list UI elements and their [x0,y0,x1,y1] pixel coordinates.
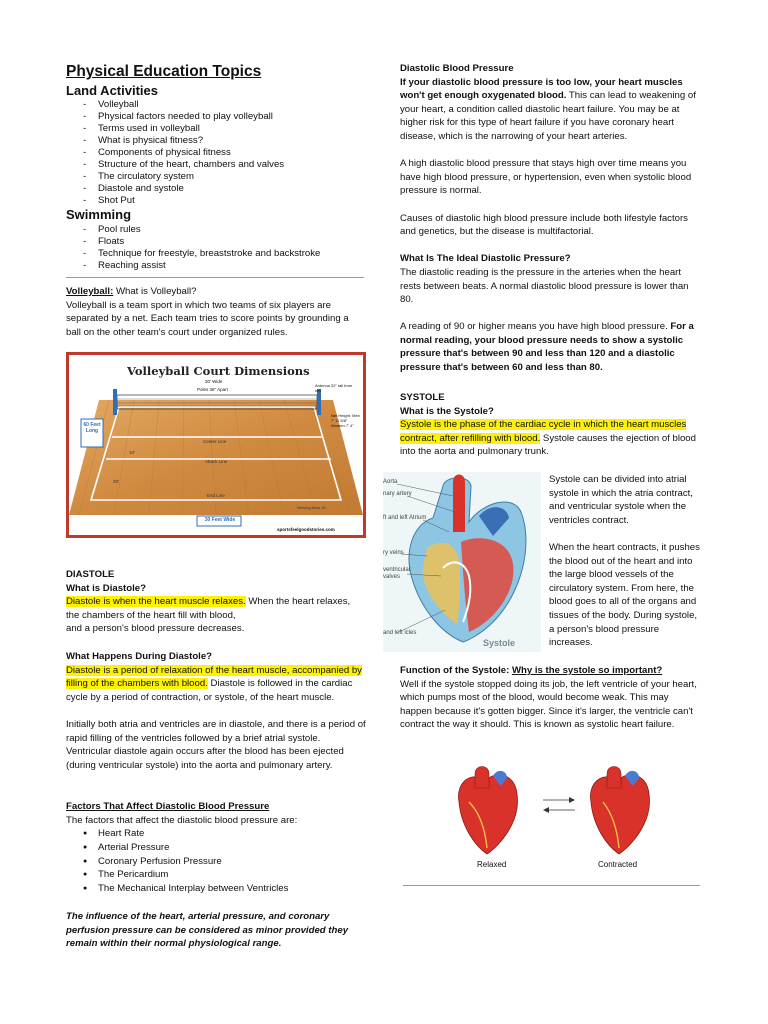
relaxed-label: Relaxed [477,860,507,869]
causes-text: Causes of diastolic high blood pressure include both lifestyle factors and genetics, but the disease is multifactorial. [400,212,688,238]
systole-heart-image [383,472,541,652]
court-center-line: Center Line [203,439,227,444]
court-width-top: 30' Wide [205,379,223,384]
ideal-text: The diastolic reading is the pressure in the arteries when the heart rests between beats. A normal diastolic blood pressure is lower than 80. [400,266,689,306]
court-end-line: End Line [207,493,225,498]
divider [66,277,364,278]
land-activities-list [66,99,366,207]
initially-text: Initially both atria and ventricles are in diastole, and there is a period of rapid filling of the ventricles followed by a brief atrial systole. Ventricular diastole again occurs after the blood has been ejected (during ventricular systole) into the aorta and pulmonary artery. [66,718,366,771]
contracted-label: Contracted [598,860,638,869]
land-activity-item: - Shot Put [66,195,366,207]
volleyball-question: Volleyball: What is Volleyball? [66,286,197,297]
dbp-text: If your diastolic blood pressure is too low, your heart muscles won't get enough oxygenated blood. This can lead to weakening of your heart, a condition called diastolic heart failure. You may be at higher risk for this type of heart failure if you have coronary heart disease, which is the narrowing of your heart arteries. [400,76,696,142]
heart-contracts-text: When the heart contracts, it pushes the blood out of the heart and into the large blood vessels of the circulatory system. From here, the blood goes to all of the organs and tissues of the body. During systole, a person's blood pressure increases. [549,542,700,649]
heart-comparison-image [445,762,675,874]
land-activity-item: - What is physical fitness? [66,135,366,147]
happens-text: Diastole is a period of relaxation of the heart muscle, accompanied by filling of the chambers with blood. Diastole is followed in the cardiac cycle by a period of contraction, or systole, of the heart muscle. [66,664,362,703]
heart-diagram-title: Systole [483,638,516,648]
systole-question: What is the Systole? [400,405,494,417]
factor-item: ● Heart Rate [66,827,368,841]
function-text: Well if the systole stopped doing its job, the left ventricle of your heart, which pumps most of the blood, would become weak. This may happen because it's gotten bigger. Since it's larger, the ventricle can't contract the way it should. This is known as systolic heart failure. [400,678,697,731]
heart-label-pulmonary-artery: nary artery [383,491,412,497]
factors-list [66,827,368,896]
heart-label-valves: ventricular valves [383,567,411,580]
land-activities-heading: Land Activities [66,83,158,98]
heart-label-aorta: Aorta [383,479,398,485]
happens-question: What Happens During Diastole? [66,651,213,662]
court-side-label: 60 Feet Long [83,422,101,434]
land-activity-item: - Structure of the heart, chambers and valves [66,159,366,171]
diastole-question: What is Diastole? [66,582,146,594]
land-activity-item: - Physical factors needed to play volleyball [66,111,366,123]
diastole-line3: and a person's blood pressure decreases. [66,623,245,635]
function-heading: Function of the Systole: Why is the systole so important? [400,665,663,676]
volleyball-court-image [66,352,366,538]
diastole-line2: the chambers of the heart fill with blood, [66,609,236,621]
diastole-heading: DIASTOLE [66,569,115,580]
heart-label-atrium: ft and left Atrium [383,515,427,521]
contracted-heart [590,767,649,855]
relaxed-heart [458,767,517,855]
court-twenty-ft: 20' [113,479,119,484]
diastole-definition: Diastole is when the heart muscle relaxes. When the heart relaxes, [66,596,351,608]
high-dbp-text: A high diastolic blood pressure that stays high over time means you have high blood pressure, or hypertension, even when systolic blood pressure is normal. [400,158,692,197]
ideal-question: What Is The Ideal Diastolic Pressure? [400,253,571,265]
court-ten-ft: 10' [129,450,135,455]
influence-note: The influence of the heart, arterial pressure, and coronary perfusion pressure can be considered as minor provided they remain within their normal physiological range. [66,911,349,950]
reading-text: A reading of 90 or higher means you have high blood pressure. For a normal reading, your blood pressure needs to show a systolic pressure that's between 90 and less than 120 and a diastolic pressure that's between 60 and less than 80. [400,321,694,374]
land-activity-item: - Terms used in volleyball [66,123,366,135]
swimming-item: - Technique for freestyle, breaststroke and backstroke [66,248,366,260]
court-serving-area: Serving Area 10' [297,505,327,510]
factor-item: ● The Pericardium [66,868,368,882]
heart-label-veins: ry veins [383,550,404,556]
volleyball-text: Volleyball is a team sport in which two teams of six players are separated by a net. Each team tries to score points by grounding a ball on the other team's court under organized rules. [66,299,349,338]
land-activity-item: - Volleyball [66,99,366,111]
swimming-heading: Swimming [66,207,132,222]
court-net-height: Net Height: Men 7' 11 5/8" Women 7' 4" [331,413,360,428]
systole-divided-text: Systole can be divided into atrial systole in which the atria contract, and ventricular systole when the ventricles contract. [549,474,693,526]
dbp-heading: Diastolic Blood Pressure [400,63,514,74]
swimming-item: - Floats [66,236,366,248]
factor-item: ● The Mechanical Interplay between Ventricles [66,882,368,896]
court-attack-line: Attack Line [205,459,228,464]
swimming-list [66,224,366,272]
factors-intro: The factors that affect the diastolic blood pressure are: [66,814,298,826]
bottom-divider [403,885,700,886]
land-activity-item: - Diastole and systole [66,183,366,195]
swimming-item: - Pool rules [66,224,366,236]
court-site: sportsfeelgoodstories.com [277,527,335,532]
factor-item: ● Coronary Perfusion Pressure [66,855,368,869]
land-activity-item: - The circulatory system [66,171,366,183]
court-width-bottom: 30 Feet Wide [204,517,236,523]
land-activity-item: - Components of physical fitness [66,147,366,159]
court-poles: Poles 36" Apart [197,387,228,392]
heart-label-ventricles: and left icles [383,630,417,636]
factors-heading: Factors That Affect Diastolic Blood Pressure [66,801,270,812]
systole-definition: Systole is the phase of the cardiac cycle in which the heart muscles contract, after refilling with blood. Systole causes the ejection of blood into the aorta and pulmonary trunk. [400,419,696,458]
court-antenna: Antenna 32" tall from net [315,383,353,393]
court-title: Volleyball Court Dimensions [127,364,310,378]
systole-heading: SYSTOLE [400,392,445,403]
factor-item: ● Arterial Pressure [66,841,368,855]
swimming-item: - Reaching assist [66,260,366,272]
page-title: Physical Education Topics [66,63,262,80]
